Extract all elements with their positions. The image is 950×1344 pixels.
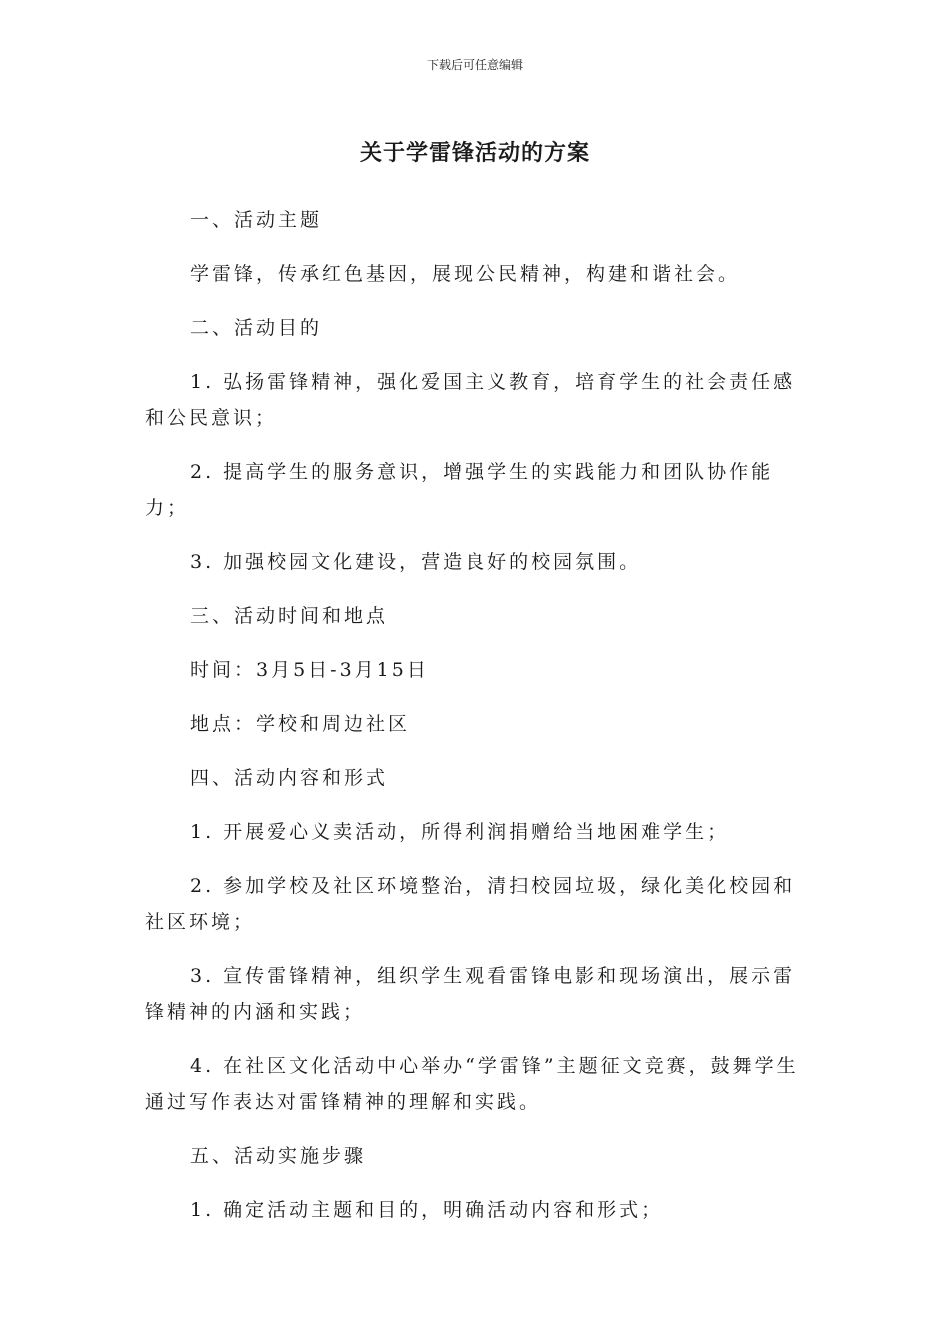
list-item-purpose-1: 1. 弘扬雷锋精神，强化爱国主义教育，培育学生的社会责任感和公民意识； [145, 371, 796, 429]
list-item-steps-1: 1. 确定活动主题和目的，明确活动内容和形式； [190, 1199, 664, 1221]
section-heading-theme: 一、活动主题 [190, 209, 323, 231]
document-body [145, 202, 813, 1246]
list-item-content-4: 4. 在社区文化活动中心举办“学雷锋”主题征文竞赛，鼓舞学生通过写作表达对雷锋精神的理解和实践。 [145, 1055, 799, 1113]
list-item-purpose-3: 3. 加强校园文化建设，营造良好的校园氛围。 [190, 551, 642, 573]
document-title: 关于学雷锋活动的方案 [359, 141, 590, 166]
paragraph-place: 地点：学校和周边社区 [190, 713, 411, 735]
section-heading-purpose: 二、活动目的 [190, 317, 323, 339]
list-item-content-1: 1. 开展爱心义卖活动，所得利润捐赠给当地困难学生； [190, 821, 730, 843]
header-note: 下载后可任意编辑 [426, 58, 523, 72]
section-heading-content: 四、活动内容和形式 [190, 767, 389, 789]
list-item-content-2: 2. 参加学校及社区环境整治，清扫校园垃圾，绿化美化校园和社区环境； [145, 875, 796, 933]
section-heading-time-place: 三、活动时间和地点 [190, 605, 389, 627]
paragraph-theme: 学雷锋，传承红色基因，展现公民精神，构建和谐社会。 [190, 263, 741, 285]
section-heading-steps: 五、活动实施步骤 [190, 1145, 367, 1167]
list-item-content-3: 3. 宣传雷锋精神，组织学生观看雷锋电影和现场演出，展示雷锋精神的内涵和实践； [145, 965, 796, 1023]
paragraph-time: 时间：3月5日-3月15日 [190, 659, 429, 681]
list-item-purpose-2: 2. 提高学生的服务意识，增强学生的实践能力和团队协作能力； [145, 461, 774, 519]
